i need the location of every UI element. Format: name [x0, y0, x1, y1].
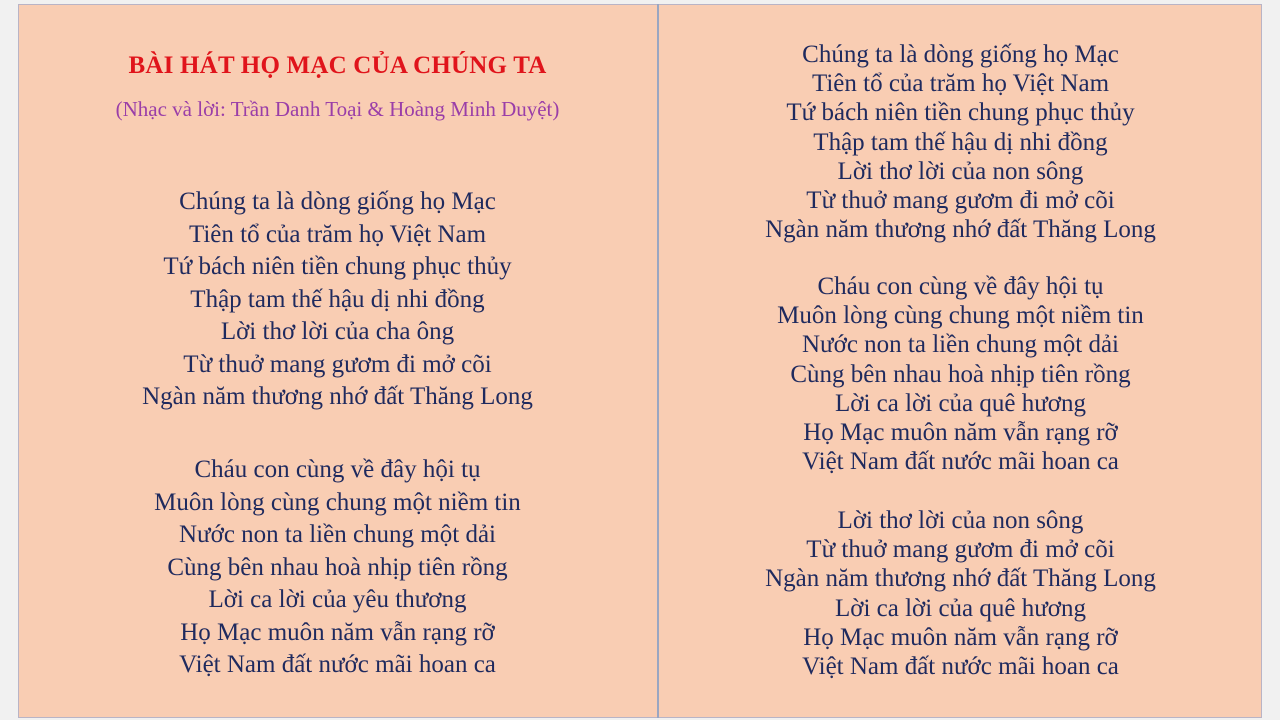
lyric-line: Lời ca lời của yêu thương [208, 586, 467, 613]
song-credits: (Nhạc và lời: Trần Danh Toại & Hoàng Minh Duyệt) [115, 97, 560, 121]
lyric-line: Từ thuở mang gươm đi mở cõi [183, 350, 492, 378]
lyric-line: Tiên tổ của trăm họ Việt Nam [188, 220, 487, 248]
right-stanza-1 [659, 40, 1262, 244]
lyric-line: Thập tam thế hậu dị nhi đồng [190, 285, 485, 313]
left-stanza-2 [18, 454, 657, 682]
lyric-line: Cùng bên nhau hoà nhịp tiên rồng [167, 553, 508, 581]
song-title: BÀI HÁT HỌ MẠC CỦA CHÚNG TA [128, 52, 547, 79]
lyric-line: Thập tam thế hậu dị nhi đồng [813, 128, 1108, 156]
lyric-line: Cùng bên nhau hoà nhịp tiên rồng [790, 360, 1131, 388]
lyric-line: Nước non ta liền chung một dải [179, 521, 496, 548]
lyric-line: Lời ca lời của quê hương [834, 594, 1087, 622]
left-stanza-1 [18, 186, 657, 414]
lyric-line: Việt Nam đất nước mãi hoan ca [802, 653, 1119, 681]
lyric-line: Ngàn năm thương nhớ đất Thăng Long [765, 565, 1156, 593]
lyric-line: Cháu con cùng về đây hội tụ [194, 456, 481, 483]
lyric-line: Việt Nam đất nước mãi hoan ca [802, 448, 1119, 476]
lyric-line: Nước non ta liền chung một dải [802, 331, 1119, 359]
lyric-line: Lời ca lời của quê hương [834, 389, 1087, 417]
lyric-line: Họ Mạc muôn năm vẫn rạng rỡ [803, 419, 1118, 447]
lyric-line: Họ Mạc muôn năm vẫn rạng rỡ [180, 618, 495, 646]
lyric-line: Việt Nam đất nước mãi hoan ca [179, 651, 496, 678]
lyric-line: Muôn lòng cùng chung một niềm tin [154, 488, 521, 516]
lyric-line: Lời thơ lời của non sông [837, 507, 1084, 534]
lyric-line: Lời thơ lời của non sông [837, 157, 1084, 185]
lyric-line: Tứ bách niên tiền chung phục thủy [163, 253, 512, 280]
lyric-line: Từ thuở mang gươm đi mở cõi [806, 536, 1115, 564]
lyric-line: Chúng ta là dòng giống họ Mạc [179, 188, 496, 215]
lyric-line: Muôn lòng cùng chung một niềm tin [777, 302, 1144, 330]
lyric-line: Lời thơ lời của cha ông [220, 318, 455, 345]
lyric-line: Ngàn năm thương nhớ đất Thăng Long [765, 216, 1156, 244]
lyric-line: Họ Mạc muôn năm vẫn rạng rỡ [803, 623, 1118, 651]
lyric-line: Tứ bách niên tiền chung phục thủy [786, 99, 1135, 127]
lyric-line: Chúng ta là dòng giống họ Mạc [802, 41, 1119, 68]
lyric-line: Từ thuở mang gươm đi mở cõi [806, 187, 1115, 215]
lyric-line: Cháu con cùng về đây hội tụ [817, 273, 1104, 300]
lyric-line: Ngàn năm thương nhớ đất Thăng Long [142, 383, 533, 410]
lyric-line: Tiên tổ của trăm họ Việt Nam [811, 70, 1110, 98]
right-stanza-2 [659, 272, 1262, 476]
right-stanza-3 [659, 506, 1262, 681]
